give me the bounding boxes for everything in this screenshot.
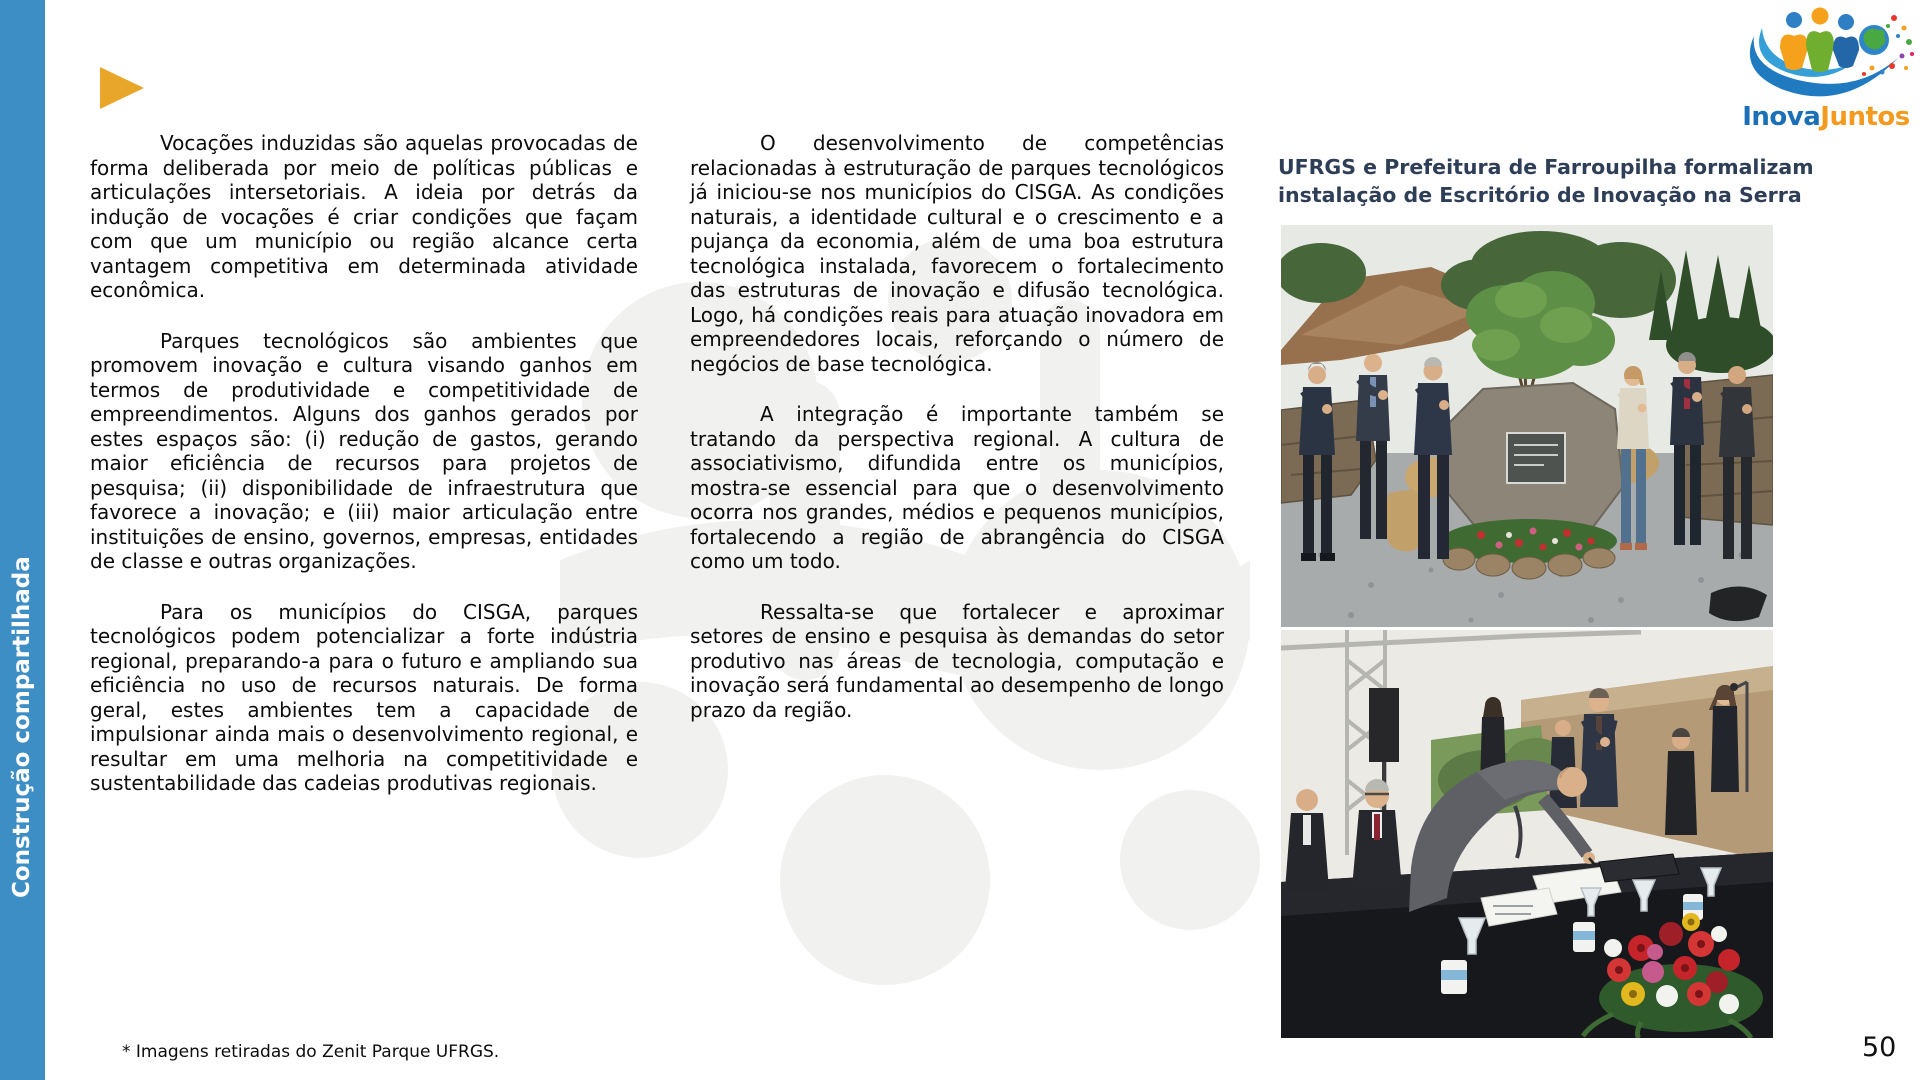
page-number: 50: [1862, 1032, 1897, 1063]
plaque: [1507, 433, 1565, 483]
logo-word-juntos: Juntos: [1820, 102, 1910, 132]
text-column-2: [690, 131, 1224, 748]
sidebar-band: [0, 0, 45, 1080]
headline-line-2: instalação de Escritório de Inovação na Serra: [1278, 183, 1802, 207]
inovajuntos-logo-mark: [1736, 6, 1916, 102]
people-figures: [1780, 8, 1859, 73]
body-paragraph: Parques tecnológicos são ambientes que promovem inovação e cultura visando ganhos em termos de produtividade e competitividade de empreendimentos. Alguns dos ganhos gerados por estes espaços são: (i) redução de gastos, gerando maior eficiência de recursos para projetos de pesquisa; (ii) disponibilidade de infraestrutura que favorece a inovação; e (iii) maior articulação entre instituições de ensino, governos, empresas, entidades de classe e outras organizações.: [90, 328, 638, 573]
body-paragraph: Para os municípios do CISGA, parques tecnológicos podem potencializar a forte indústria regional, preparando-a para o futuro e ampliando sua eficiência no uso de recursos naturais. De forma geral, estes ambientes tem a capacidade de impulsionar ainda mais o desenvolvimento regional, e resultar em uma melhoria na competitividade e sustentabilidade das cadeias produtivas regionais.: [90, 599, 638, 795]
headline-line-1: UFRGS e Prefeitura de Farroupilha formalizam: [1278, 155, 1814, 179]
ceremony-photo: [1281, 225, 1773, 627]
body-paragraph: O desenvolvimento de competências relacionadas à estruturação de parques tecnológicos já iniciou-se nos municípios do CISGA. As condições naturais, a identidade cultural e o crescimento e a pujança da economia, além de uma boa estrutura tecnológica instalada, favorecem o fortalecimento das estruturas de inovação e difusão tecnológica. Logo, há condições reais para atuação inovadora em empreendedores locais, reforçando o número de negócios de base tecnológica.: [690, 131, 1224, 376]
body-paragraph: Vocações induzidas são aquelas provocadas de forma deliberada por meio de políticas públicas e articulações intersetoriais. A ideia por detrás da indução de vocações é criar condições que façam com que um município ou região alcance certa vantagem competitiva em determinada atividade econômica.: [90, 131, 638, 302]
body-paragraph: A integração é importante também se tratando da perspectiva regional. A cultura de associativismo, difundida entre os municípios, mostra-se essencial para que o desenvolvimento ocorra nos grandes, médios e pequenos municípios, fortalecendo a região de abrangência do CISGA como um todo.: [690, 402, 1224, 573]
inovajuntos-logo-text: [1736, 102, 1916, 132]
logo-word-inova: Inova: [1742, 102, 1821, 132]
memorial-stone: [1443, 383, 1623, 531]
text-column-1: [90, 131, 638, 822]
body-paragraph: Ressalta-se que fortalecer e aproximar setores de ensino e pesquisa às demandas do setor produtivo nas áreas de tecnologia, computação e inovação será fundamental ao desempenho de longo prazo da região.: [690, 599, 1224, 722]
inovajuntos-logo: [1736, 6, 1916, 132]
image-credit-footnote: * Imagens retiradas do Zenit Parque UFRGS.: [122, 1042, 500, 1062]
bullet-arrow-icon: [100, 67, 144, 109]
sidebar-vertical-label: Construção compartilhada: [9, 556, 35, 898]
article-headline: [1278, 153, 1814, 209]
globe-icon: [1859, 25, 1889, 55]
signing-photo: [1281, 630, 1773, 1038]
